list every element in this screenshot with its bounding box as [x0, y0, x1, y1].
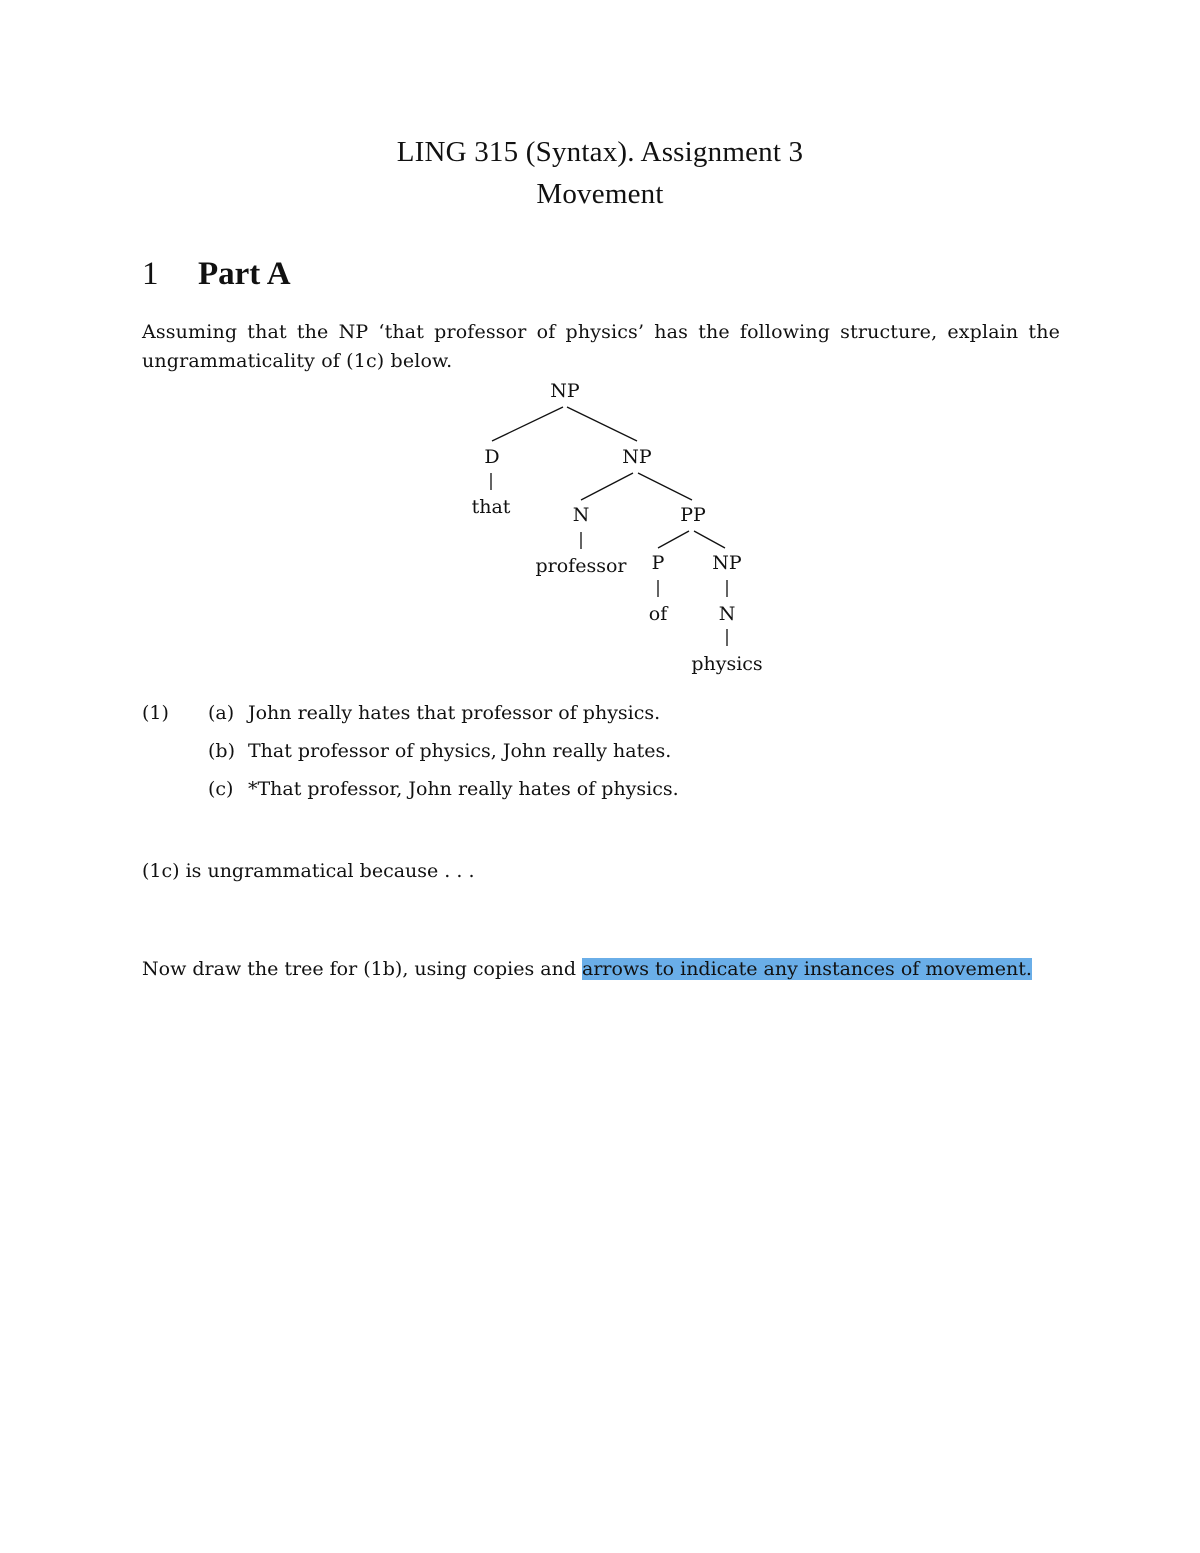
intro-paragraph: Assuming that the NP ‘that professor of physics’ has the following structure, explain the ungrammaticality of (1c) below. [142, 321, 1060, 372]
example-sentence: That professor of physics, John really hates. [248, 740, 672, 762]
answer-prompt: (1c) is ungrammatical because . . . [142, 860, 475, 882]
tree-node-d: D [484, 446, 500, 468]
tree-leaf-of: of [648, 603, 668, 625]
branch-np-d [492, 407, 563, 441]
section-title: Part A [198, 256, 291, 292]
example-item [208, 778, 679, 800]
example-label: (b) [208, 740, 235, 762]
tree-leaf-professor: professor [535, 555, 627, 577]
example-item [208, 740, 671, 762]
tree-node-pp: PP [680, 504, 706, 526]
tree-node-n2: N [718, 603, 736, 625]
branch-pp-p [658, 531, 689, 548]
document-subtitle: Movement [536, 178, 664, 210]
task-text: Now draw the tree for (1b), using copies and [142, 958, 583, 980]
branch-np2-n [581, 473, 633, 500]
example-number: (1) [142, 702, 169, 724]
tree-node-np2: NP [622, 446, 652, 468]
document-title: LING 315 (Syntax). Assignment 3 [396, 136, 804, 168]
tree-node-np3: NP [712, 552, 742, 574]
branch-np2-pp [638, 473, 692, 500]
section-heading [142, 256, 291, 293]
task-instruction [142, 958, 1032, 980]
example-label: (c) [208, 778, 234, 800]
branch-np-np [567, 407, 637, 441]
example-label: (a) [208, 702, 235, 724]
example-item [208, 702, 660, 724]
tree-leaf-physics: physics [691, 653, 763, 675]
tree-node-np-root: NP [550, 380, 580, 402]
example-sentence: John really hates that professor of physics. [248, 702, 661, 724]
branch-pp-np3 [694, 531, 725, 548]
tree-leaf-that: that [471, 496, 511, 518]
tree-node-n: N [572, 504, 590, 526]
selected-text-highlight[interactable]: arrows to indicate any instances of movement. [582, 958, 1032, 980]
example-sentence: *That professor, John really hates of physics. [248, 778, 679, 800]
tree-node-p: P [651, 552, 665, 574]
section-number: 1 [142, 256, 159, 292]
